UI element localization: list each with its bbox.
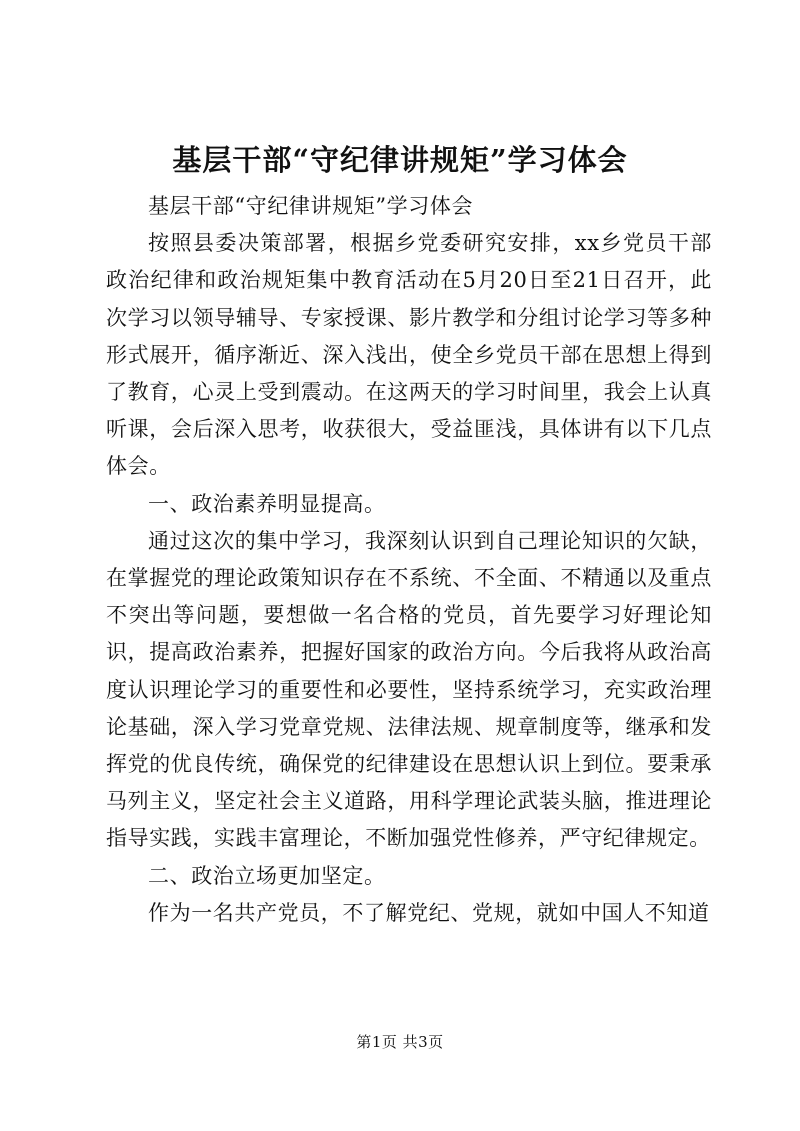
section-1-paragraph: 通过这次的集中学习，我深刻认识到自己理论知识的欠缺，在掌握党的理论政策知识存在不系统、不全面、不精通以及重点不突出等问题，要想做一名合格的党员，首先要学习好理论知识，提高政治素养，把握好国家的政治方向。今后我将从政治高度认识理论学习的重要性和必要性，坚持系统学习，充实政治理论基础，深入学习党章党规、法律法规、规章制度等，继承和发挥党的优良传统，确保党的纪律建设在思想认识上到位。要秉承马列主义，坚定社会主义道路，用科学理论武装头脑，推进理论指导实践，实践丰富理论，不断加强党性修养，严守纪律规定。	[106, 528, 712, 851]
section-heading-1: 一、政治素养明显提高。	[148, 491, 386, 516]
subtitle-paragraph: 基层干部“守纪律讲规矩”学习体会	[148, 194, 474, 218]
section-heading-2: 二、政治立场更加坚定。	[148, 863, 386, 888]
document-title: 基层干部“守纪律讲规矩”学习体会	[172, 143, 628, 177]
intro-paragraph: 按照县委决策部署，根据乡党委研究安排，xx乡党员干部政治纪律和政治规矩集中教育活动在5月20日至21日召开，此次学习以领导辅导、专家授课、影片教学和分组讨论学习等多种形式展开，循序渐近、深入浅出，使全乡党员干部在思想上得到了教育，心灵上受到震动。在这两天的学习时间里，我会上认真听课，会后深入思考，收获很大，受益匪浅，具体讲有以下几点体会。	[106, 231, 712, 479]
section-2-paragraph: 作为一名共产党员，不了解党纪、党规，就如中国人不知道	[148, 900, 710, 925]
page-number-footer: 第1页 共3页	[356, 1033, 444, 1051]
document-body	[106, 188, 712, 932]
